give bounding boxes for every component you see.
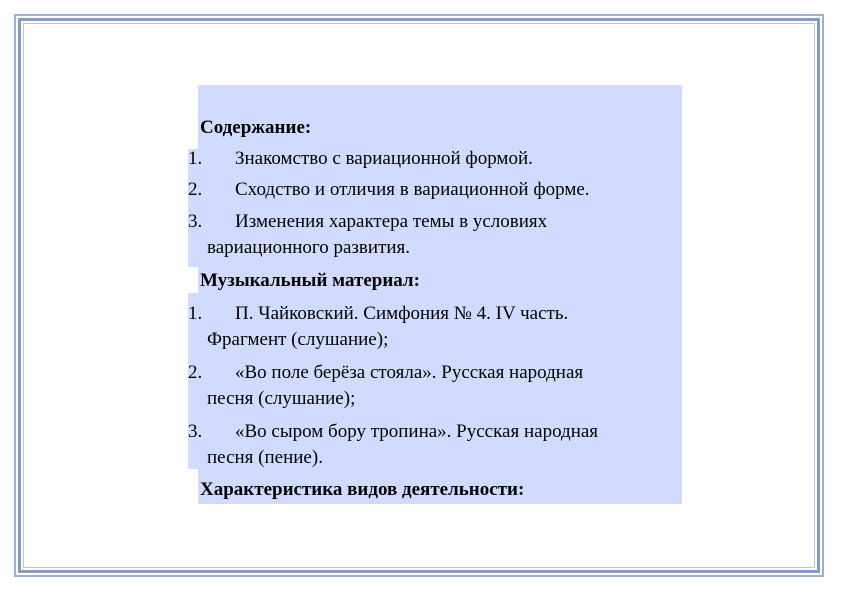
list-item-text: «Во поле берёза стояла». Русская народная <box>235 362 584 383</box>
list-item-text: песня (пение). <box>207 447 323 468</box>
list-item-number: 2. <box>188 362 203 383</box>
content-heading: Содержание: <box>200 117 312 138</box>
list-item-number: 2. <box>188 179 203 200</box>
list-item-number: 1. <box>188 148 203 169</box>
list-item-text: песня (слушание); <box>207 388 356 409</box>
list-item-number: 3. <box>188 421 203 442</box>
list-item-number: 1. <box>188 303 203 324</box>
list-item-text: вариационного развития. <box>207 237 411 258</box>
list-item-text: Фрагмент (слушание); <box>207 329 389 350</box>
music-heading: Музыкальный материал: <box>200 270 420 291</box>
list-item-text: Знакомство с вариационной формой. <box>235 148 533 169</box>
list-item-text: «Во сыром бору тропина». Русская народная <box>235 421 599 442</box>
activity-heading: Характеристика видов деятельности: <box>200 479 525 500</box>
list-item-text: Изменения характера темы в условиях <box>235 211 548 232</box>
list-item-text: Сходство и отличия в вариационной форме. <box>235 179 590 200</box>
list-item-text: П. Чайковский. Симфония № 4. IV часть. <box>235 303 569 324</box>
list-item-number: 3. <box>188 211 203 232</box>
